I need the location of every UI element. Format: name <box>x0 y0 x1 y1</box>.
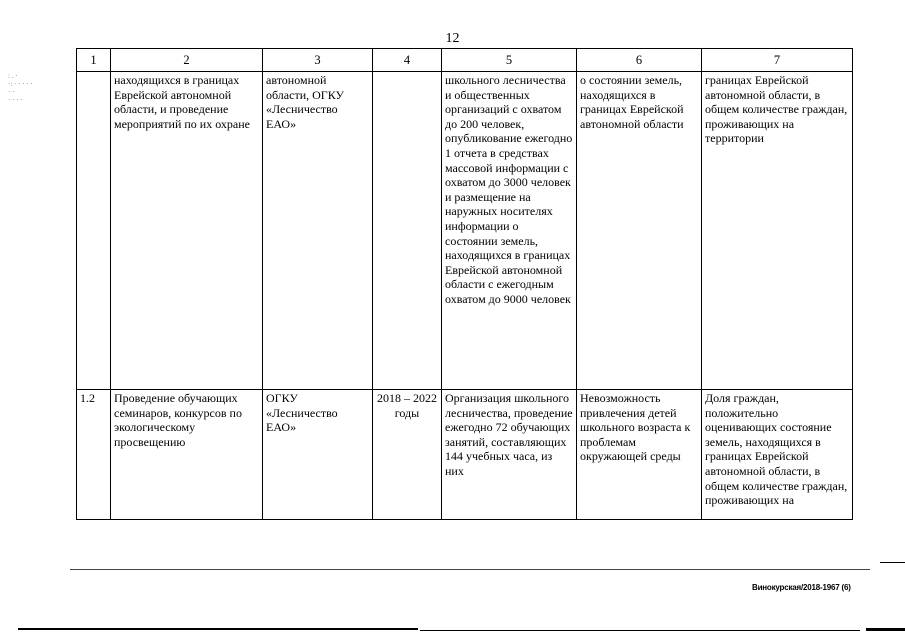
result-cell: Организация школьного лесничества, проведение ежегодно 72 обучающих занятий, составляющих 144 учебных часа, из них <box>442 390 577 520</box>
result-cell: школьного лесничества и общественных организаций с охватом до 200 человек, опубликование ежегодно 1 отчета в средствах массовой информации с охватом до 3000 человек и размещение на наружных носителях информации о состоянии земель, находящихся в границах Еврейской автономной области с ежегодным охватом до 9000 человек <box>442 72 577 390</box>
period-cell <box>373 72 442 390</box>
period-cell: 2018 – 2022 годы <box>373 390 442 520</box>
scan-artifact-dots: : . · ·: · · · · · · · · · · · <box>8 72 33 104</box>
header-cell: 1 <box>77 49 111 72</box>
row-number-cell <box>77 72 111 390</box>
header-cell: 7 <box>702 49 853 72</box>
table-row <box>77 72 853 390</box>
table-row <box>77 390 853 520</box>
executor-cell: автономной области, ОГКУ «Лесничество ЕАО» <box>263 72 373 390</box>
header-cell: 5 <box>442 49 577 72</box>
header-cell: 3 <box>263 49 373 72</box>
measure-cell: находящихся в границах Еврейской автономной области, и проведение мероприятий по их охране <box>111 72 263 390</box>
header-cell: 4 <box>373 49 442 72</box>
scan-artifact-line <box>420 630 860 631</box>
consequence-cell: Невозможность привлечения детей школьного возраста к проблемам окружающей среды <box>577 390 702 520</box>
document-code: Винокурская/2018-1967 (6) <box>752 583 851 592</box>
scan-artifact-line <box>70 569 870 570</box>
header-cell: 6 <box>577 49 702 72</box>
indicator-cell: границах Еврейской автономной области, в общем количестве граждан, проживающих на территории <box>702 72 853 390</box>
scan-artifact-line <box>880 562 905 563</box>
executor-cell: ОГКУ «Лесничество ЕАО» <box>263 390 373 520</box>
row-number-cell: 1.2 <box>77 390 111 520</box>
page-number: 12 <box>445 31 460 46</box>
header-cell: 2 <box>111 49 263 72</box>
scan-artifact-line <box>866 628 905 631</box>
scan-artifact-line <box>18 628 418 630</box>
consequence-cell: о состоянии земель, находящихся в границах Еврейской автономной области <box>577 72 702 390</box>
document-table <box>76 48 853 520</box>
table-header-row <box>77 49 853 72</box>
measure-cell: Проведение обучающих семинаров, конкурсов по экологическому просвещению <box>111 390 263 520</box>
indicator-cell: Доля граждан, положительно оценивающих состояние земель, находящихся в границах Еврейской автономной области, в общем количестве граждан, проживающих на <box>702 390 853 520</box>
